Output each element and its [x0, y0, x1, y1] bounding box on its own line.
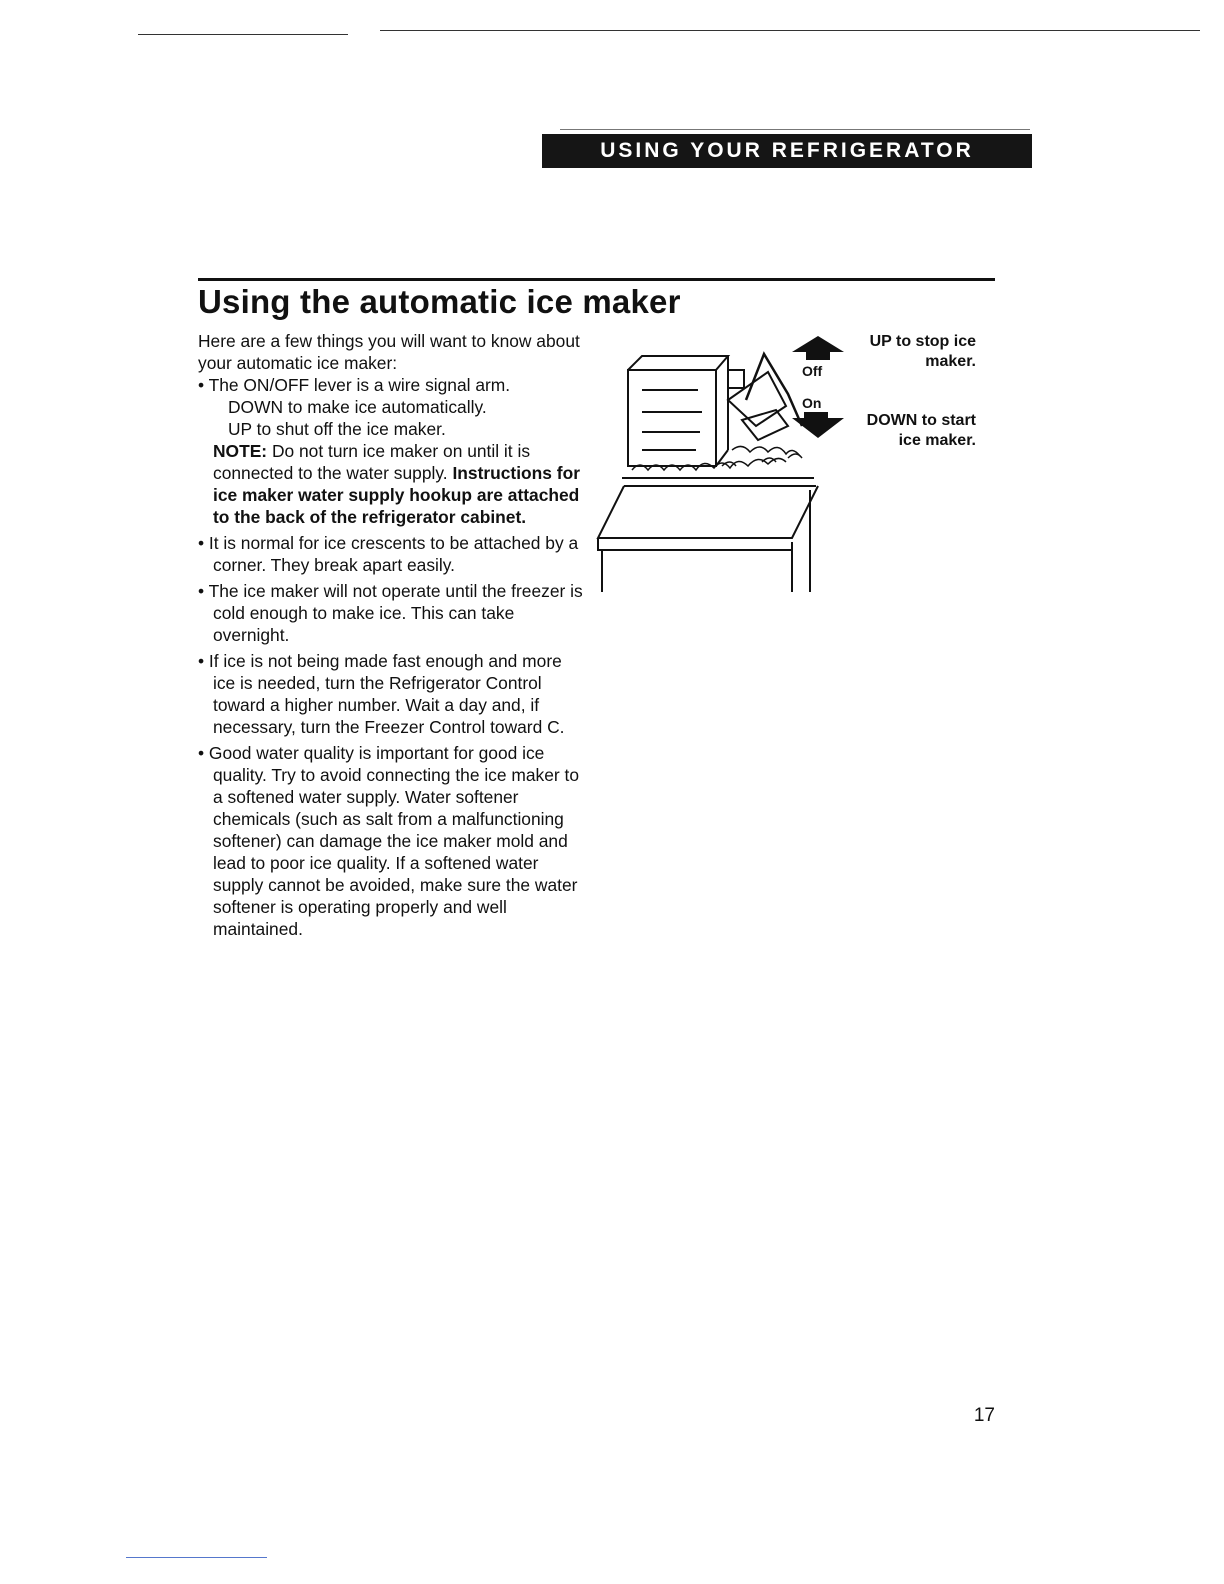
ice-maker-body-drawing: [628, 356, 788, 466]
ice-maker-illustration: [592, 330, 862, 600]
intro-paragraph: Here are a few things you will want to know about your automatic ice maker:: [198, 331, 580, 373]
note-paragraph: [198, 440, 588, 528]
scan-line-top-left: [138, 34, 348, 35]
page-title: Using the automatic ice maker: [198, 283, 681, 320]
ice-bin-drawing: [598, 478, 818, 592]
lever-down-text: DOWN to make ice automatically.: [228, 397, 487, 417]
bullet-item: • It is normal for ice crescents to be attached by a corner. They break apart easily.: [198, 533, 579, 575]
arrow-down-icon: [792, 412, 844, 438]
footer-rule: [126, 1557, 267, 1558]
lever-up-text: UP to shut off the ice maker.: [228, 419, 446, 439]
bullet-item: • If ice is not being made fast enough and more ice is needed, turn the Refrigerator Control toward a higher number. Wait a day and, if necessary, turn the Freezer Control toward C.: [198, 651, 565, 737]
section-header-banner: USING YOUR REFRIGERATOR: [542, 134, 1032, 168]
side-label-down: DOWN to start ice maker.: [866, 412, 976, 449]
note-text: Do not turn ice maker on until it is connected to the water supply.: [213, 441, 531, 483]
bullet-item: • The ice maker will not operate until the freezer is cold enough to make ice. This can take overnight.: [198, 581, 583, 645]
title-rule: [198, 278, 995, 281]
instructions-column: [198, 330, 588, 940]
off-label: Off: [802, 363, 823, 379]
arrow-up-icon: [792, 336, 844, 360]
note-bold-text: Instructions for ice maker water supply hookup are attached to the back of the refrigerator cabinet.: [213, 463, 580, 527]
note-label: NOTE:: [213, 441, 268, 461]
bullet-item: • Good water quality is important for good ice quality. Try to avoid connecting the ice maker to a softened water supply. Water softener chemicals (such as salt from a malfunctioning softener) can damage the ice maker mold and lead to poor ice quality. If a softened water supply cannot be avoided, make sure the water softener is operating properly and well maintained.: [198, 743, 580, 939]
scan-line-header: [560, 129, 1030, 130]
page-number: 17: [973, 1405, 995, 1426]
side-label-up: UP to stop ice maker.: [869, 333, 976, 370]
scan-line-top-right: [380, 30, 1200, 31]
on-label: On: [802, 395, 822, 411]
lever-bullet: • The ON/OFF lever is a wire signal arm.: [198, 375, 511, 395]
